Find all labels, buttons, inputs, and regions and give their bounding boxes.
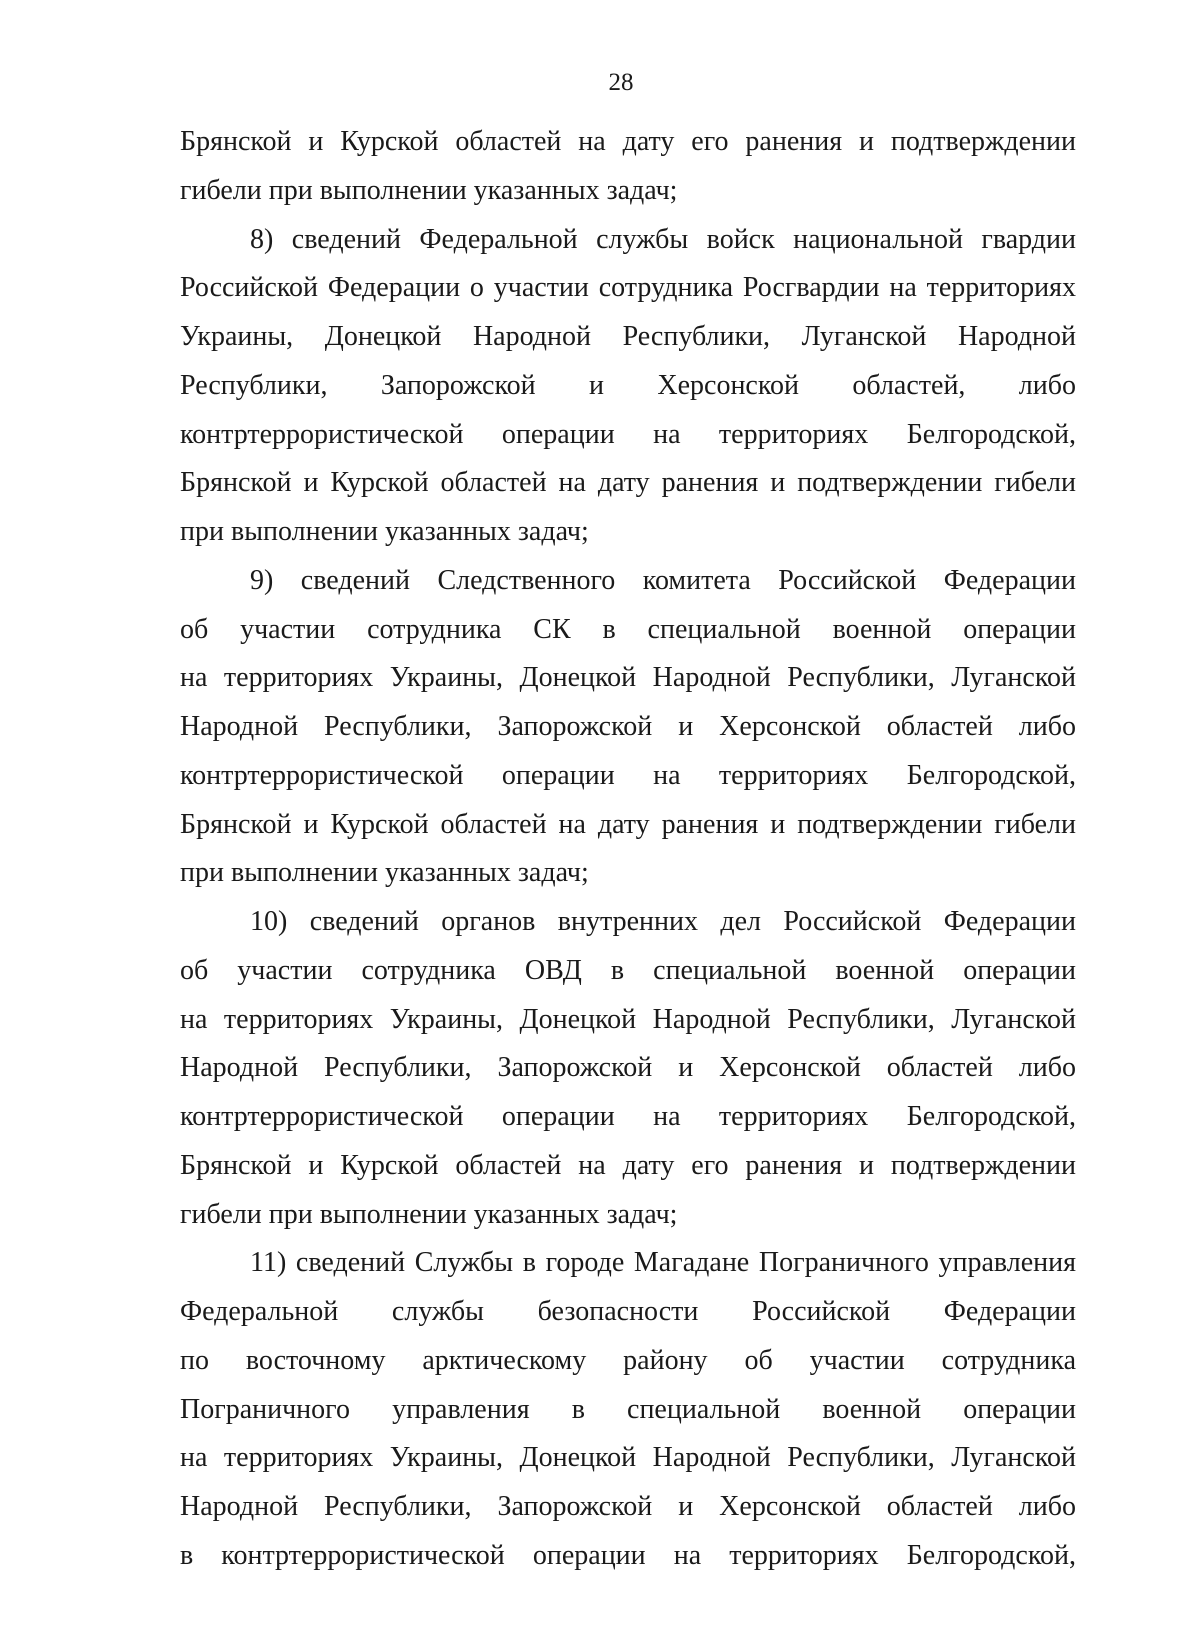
text-line: Брянской и Курской областей на дату его ранения и подтверждении	[180, 1149, 1076, 1181]
text-line: 11) сведений Службы в городе Магадане Пограничного управления	[250, 1247, 1076, 1279]
text-line: Украины, Донецкой Народной Республики, Луганской Народной	[180, 321, 1076, 352]
text-line: при выполнении указанных задач;	[180, 516, 589, 547]
text-line: Брянской и Курской областей на дату его ранения и подтверждении	[180, 126, 1076, 157]
text-line: 9) сведений Следственного комитета Российской Федерации	[250, 564, 1076, 596]
text-line: на территориях Украины, Донецкой Народной Республики, Луганской	[180, 662, 1076, 694]
text-line: об участии сотрудника ОВД в специальной военной операции	[180, 954, 1076, 986]
text-line: в контртеррористической операции на территориях Белгородской,	[180, 1539, 1076, 1571]
text-line: Российской Федерации о участии сотрудника Росгвардии на территориях	[180, 272, 1076, 304]
text-line: об участии сотрудника СК в специальной военной операции	[180, 613, 1076, 645]
text-line: Республики, Запорожской и Херсонской областей, либо	[180, 369, 1076, 401]
paragraph-item-9	[180, 557, 1076, 898]
text-line: Пограничного управления в специальной военной операции	[180, 1393, 1076, 1425]
text-line: на территориях Украины, Донецкой Народной Республики, Луганской	[180, 1442, 1076, 1474]
text-line: 10) сведений органов внутренних дел Российской Федерации	[250, 906, 1076, 937]
paragraph-continuation	[180, 118, 1076, 216]
paragraph-item-11	[180, 1239, 1076, 1580]
page-number: 28	[608, 69, 634, 96]
text-line: Народной Республики, Запорожской и Херсонской областей либо	[180, 711, 1076, 742]
text-line: Народной Республики, Запорожской и Херсонской областей либо	[180, 1491, 1076, 1522]
document-body	[180, 118, 1076, 1581]
text-line: гибели при выполнении указанных задач;	[180, 1198, 678, 1230]
text-line: контртеррористической операции на территориях Белгородской,	[180, 759, 1076, 791]
text-line: гибели при выполнении указанных задач;	[180, 174, 678, 206]
text-line: на территориях Украины, Донецкой Народной Республики, Луганской	[180, 1003, 1076, 1035]
text-line: Народной Республики, Запорожской и Херсонской областей либо	[180, 1052, 1076, 1084]
text-line: Федеральной службы безопасности Российской Федерации	[180, 1296, 1076, 1327]
text-line: контртеррористической операции на территориях Белгородской,	[180, 418, 1076, 450]
text-line: Брянской и Курской областей на дату ранения и подтверждении гибели	[180, 808, 1076, 840]
paragraph-item-8	[180, 216, 1076, 557]
text-line: 8) сведений Федеральной службы войск национальной гвардии	[250, 223, 1076, 255]
paragraph-item-10	[180, 898, 1076, 1239]
text-line: контртеррористической операции на территориях Белгородской,	[180, 1101, 1076, 1132]
text-line: Брянской и Курской областей на дату ранения и подтверждении гибели	[180, 467, 1076, 499]
text-line: при выполнении указанных задач;	[180, 857, 589, 889]
text-line: по восточному арктическому району об участии сотрудника	[180, 1344, 1076, 1376]
